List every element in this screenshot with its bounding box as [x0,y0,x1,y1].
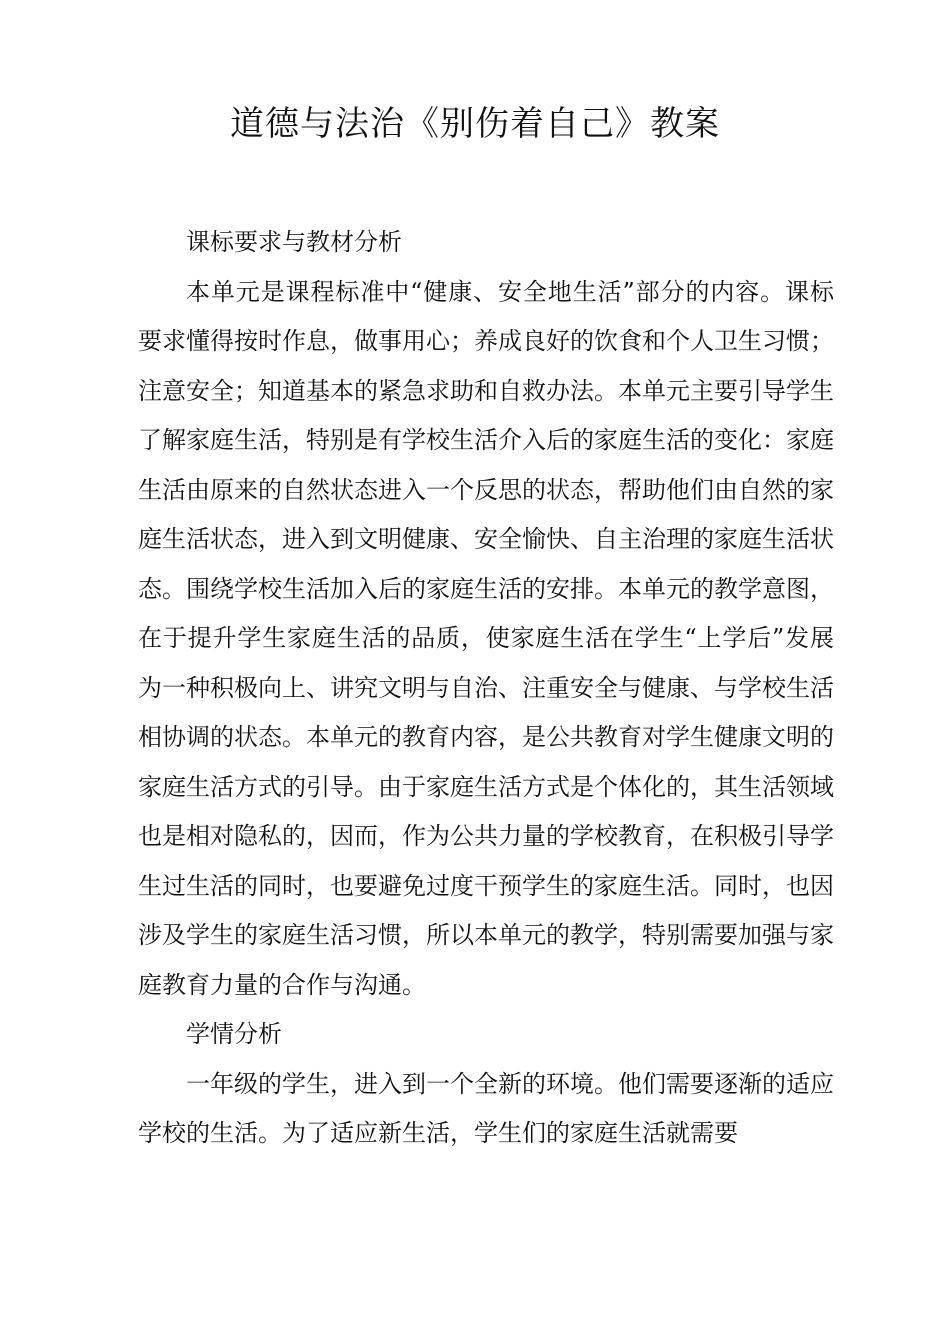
document-body [138,218,834,1159]
section-heading-curriculum: 课标要求与教材分析 [186,228,402,256]
paragraph-student-analysis: 一年级的学生，进入到一个全新的环境。他们需要逐渐的适应学校的生活。为了适应新生活，学生们的家庭生活就需要 [138,1069,834,1147]
paragraph-curriculum-analysis: 本单元是课程标准中“健康、安全地生活”部分的内容。课标要求懂得按时作息，做事用心；养成良好的饮食和个人卫生习惯；注意安全；知道基本的紧急求助和自救办法。本单元主要引导学生了解家庭生活，特别是有学校生活介入后的家庭生活的变化：家庭生活由原来的自然状态进入一个反思的状态，帮助他们由自然的家庭生活状态，进入到文明健康、安全愉快、自主治理的家庭生活状态。围绕学校生活加入后的家庭生活的安排。本单元的教学意图，在于提升学生家庭生活的品质，使家庭生活在学生“上学后”发展为一种积极向上、讲究文明与自治、注重安全与健康、与学校生活相协调的状态。本单元的教育内容，是公共教育对学生健康文明的家庭生活方式的引导。由于家庭生活方式是个体化的，其生活领域也是相对隐私的，因而，作为公共力量的学校教育，在积极引导学生过生活的同时，也要避免过度干预学生的家庭生活。同时，也因涉及学生的家庭生活习惯，所以本单元的教学，特别需要加强与家庭教育力量的合作与沟通。 [138,277,834,999]
document-title: 道德与法治《别伤着自己》教案 [230,104,720,144]
section-heading-student-analysis: 学情分析 [186,1020,282,1048]
